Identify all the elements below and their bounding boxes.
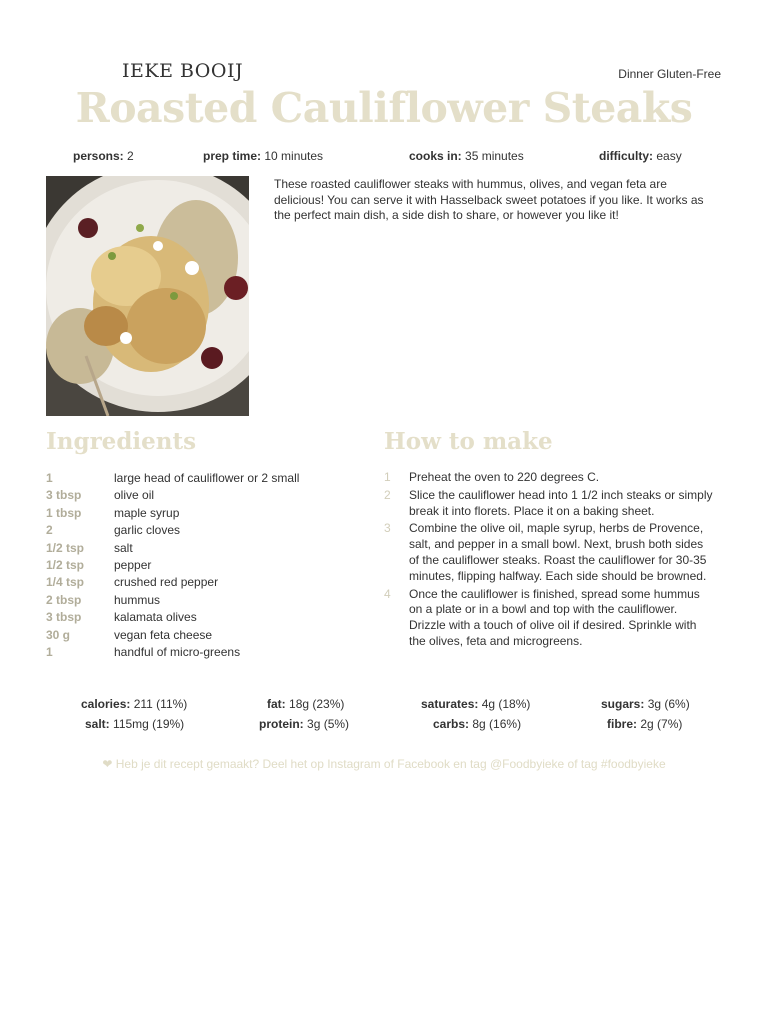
nutrition-value: 8g (16%) — [472, 717, 522, 731]
meta-persons — [73, 149, 134, 163]
ingredient-row — [46, 505, 346, 522]
heart-icon: ❤ — [102, 757, 113, 771]
ingredients-list — [46, 470, 346, 661]
meta-cooks-in — [409, 149, 524, 163]
nutrition-label: protein: — [259, 717, 304, 731]
meta-label: prep time: — [203, 149, 262, 163]
meta-value: 35 minutes — [465, 149, 524, 163]
ingredient-qty: 1/2 tsp — [46, 557, 85, 572]
nutrition-protein — [259, 717, 349, 731]
step-number: 4 — [384, 586, 391, 601]
ingredient-qty: 2 tbsp — [46, 592, 82, 607]
step-text: Slice the cauliflower head into 1 1/2 inch steaks or simply break it into florets. Place it on a baking sheet. — [409, 487, 713, 518]
nutrition-value: 3g (6%) — [647, 697, 690, 711]
step-number: 3 — [384, 521, 391, 536]
method-step — [384, 488, 714, 520]
nutrition-carbs — [433, 717, 521, 731]
ingredient-row — [46, 609, 346, 626]
meta-value: 10 minutes — [264, 149, 324, 163]
ingredient-name: maple syrup — [114, 505, 180, 520]
ingredient-name: vegan feta cheese — [114, 627, 213, 642]
nutrition-value: 2g (7%) — [640, 717, 683, 731]
ingredient-name: large head of cauliflower or 2 small — [114, 471, 300, 485]
ingredients-heading: Ingredients — [46, 428, 197, 455]
ingredient-qty: 1 — [46, 644, 53, 659]
ingredient-qty: 1 — [46, 471, 53, 485]
ingredient-name: olive oil — [114, 488, 155, 503]
nutrition-sugars — [601, 697, 690, 711]
nutrition-salt — [85, 717, 184, 731]
nutrition-value: 211 (11%) — [133, 697, 188, 711]
recipe-description: These roasted cauliflower steaks with hummus, olives, and vegan feta are delicious! You can serve it with Hasselback sweet potatoes if you like. It works as the perfect main dish, a side dish to share, or however you like it! — [274, 177, 704, 222]
meta-prep-time — [203, 149, 323, 163]
ingredient-name: garlic cloves — [114, 523, 181, 538]
meta-value: 2 — [127, 149, 134, 163]
step-text: Preheat the oven to 220 degrees C. — [409, 470, 600, 484]
ingredient-row — [46, 557, 346, 574]
method-heading: How to make — [384, 428, 553, 455]
nutrition-label: salt: — [85, 717, 110, 731]
ingredient-qty: 1/2 tsp — [46, 540, 85, 555]
ingredient-qty: 1 tbsp — [46, 505, 82, 520]
ingredient-name: salt — [114, 540, 133, 555]
ingredient-row — [46, 574, 346, 591]
meta-label: cooks in: — [409, 149, 462, 163]
ingredient-name: kalamata olives — [114, 610, 197, 625]
nutrition-label: fibre: — [607, 717, 637, 731]
nutrition-label: saturates: — [421, 697, 479, 711]
method-step — [384, 587, 714, 650]
ingredient-name: hummus — [114, 592, 161, 607]
ingredient-qty: 1/4 tsp — [46, 575, 85, 590]
ingredient-qty: 3 tbsp — [46, 610, 82, 625]
nutrition-value: 4g (18%) — [481, 697, 531, 711]
step-text: Once the cauliflower is finished, spread some hummus on a plate or in a bowl and top with the cauliflower. Drizzle with a touch of olive oil if desired. Sprinkle with the olives, feta and microgreens. — [409, 586, 700, 648]
method-step — [384, 470, 714, 486]
nutrition-value: 3g (5%) — [307, 717, 350, 731]
step-number: 1 — [384, 470, 391, 484]
recipe-tags: Dinner Gluten-Free — [618, 67, 721, 81]
ingredient-row — [46, 487, 346, 504]
ingredient-name: handful of micro-greens — [114, 644, 241, 659]
nutrition-value: 115mg (19%) — [113, 717, 185, 731]
ingredient-qty: 3 tbsp — [46, 488, 82, 503]
ingredient-row — [46, 592, 346, 609]
ingredient-name: pepper — [114, 557, 152, 572]
meta-label: difficulty: — [599, 149, 653, 163]
meta-value: easy — [656, 149, 682, 163]
recipe-photo — [46, 176, 249, 416]
nutrition-label: carbs: — [433, 717, 470, 731]
nutrition-label: calories: — [81, 697, 131, 711]
nutrition-value: 18g (23%) — [289, 697, 345, 711]
ingredient-row — [46, 470, 346, 487]
brand-logo: IEKE BOOIJ — [122, 60, 244, 82]
ingredient-qty: 2 — [46, 523, 53, 538]
ingredient-row — [46, 644, 346, 661]
nutrition-fat — [267, 697, 344, 711]
meta-difficulty — [599, 149, 682, 163]
nutrition-saturates — [421, 697, 530, 711]
share-footer — [0, 757, 768, 771]
nutrition-calories — [81, 697, 187, 711]
ingredient-row — [46, 627, 346, 644]
nutrition-label: sugars: — [601, 697, 645, 711]
ingredient-row — [46, 522, 346, 539]
step-text: Combine the olive oil, maple syrup, herbs de Provence, salt, and pepper in a small bowl. Next, brush both sides of the cauliflower steaks. Roast the cauliflower for 30-35 minutes, flipping halfway. Each side should be browned. — [409, 521, 707, 583]
ingredient-row — [46, 540, 346, 557]
method-steps — [384, 470, 714, 652]
method-step — [384, 521, 714, 584]
ingredient-qty: 30 g — [46, 627, 71, 642]
ingredient-name: crushed red pepper — [114, 575, 219, 590]
nutrition-label: fat: — [267, 697, 286, 711]
recipe-title: Roasted Cauliflower Steaks — [75, 84, 693, 132]
share-text: Heb je dit recept gemaakt? Deel het op Instagram of Facebook en tag @Foodbyieke of tag #foodbyieke — [115, 757, 666, 771]
step-number: 2 — [384, 487, 391, 502]
meta-label: persons: — [73, 149, 124, 163]
nutrition-fibre — [607, 717, 682, 731]
